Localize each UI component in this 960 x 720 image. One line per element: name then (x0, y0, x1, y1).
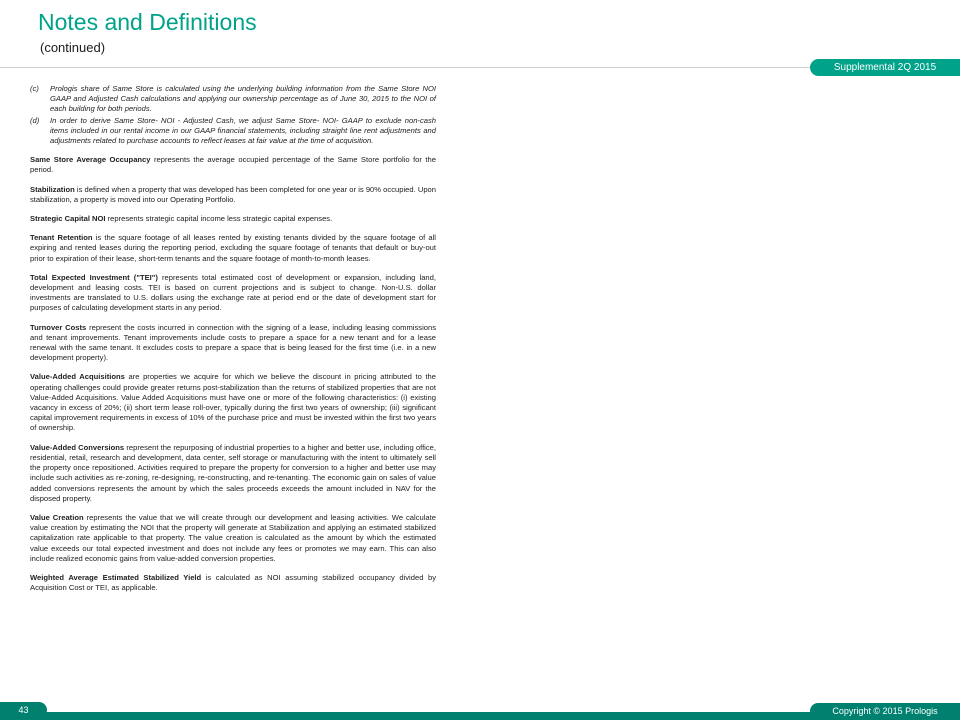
note-item-d (30, 116, 436, 147)
definition-term: Value-Added Acquisitions (30, 372, 125, 382)
definition-text: represents strategic capital income less strategic capital expenses. (105, 214, 333, 224)
copyright-notice: Copyright © 2015 Prologis (810, 703, 960, 719)
definition-text: represents the average occupied percentage of the Same Store portfolio for the period. (30, 155, 436, 175)
definition-term: Total Expected Investment ("TEI") (30, 272, 158, 282)
definition-term: Value Creation (30, 512, 84, 522)
definition-text: represent the repurposing of industrial properties to a higher and better use, including office, residential, retail, research and development, data center, self storage or manufacturing with the intent to ultimately sell the property once repositioned. Activities required to prepare the property for conversion to a higher and better use may include such activities as re-zoning, re-designing, re-constructing, and re-tenanting. The economic gain on sales of value added conversions represents the amount by which the sales proceeds exceeds the amount included in NAV for the disposed property. (30, 442, 436, 503)
definition-text: represents the value that we will create through our development and leasing activities. We calculate value creation by estimating the NOI that the property will generate at Stabilization and applying an estimated stabilized capitalization rate applicable to that property. The value creation is calculated as the amount by which the estimated value exceeds our total expected investment and does not include any fees or promotes we may earn. This can also include realized economic gains from value-added conversion properties. (30, 512, 436, 563)
definition-text: are properties we acquire for which we believe the discount in pricing attributed to the operating challenges could provide greater returns post-stabilization than the returns of stabilized properties that are not Value-Added Acquisitions. Value Added Acquisitions must have one or more of the following characteristics: (i) existing vacancy in excess of 20%; (ii) short term lease roll-over, typically during the first two years of ownership; (iii) significant capital improvement requirements in excess of 10% of the purchase price and must be invested within the first two years of ownership. (30, 372, 436, 433)
note-label: (c) (30, 84, 39, 93)
definition-turnover-costs (30, 323, 436, 364)
note-text: In order to derive Same Store- NOI - Adjusted Cash, we adjust Same Store- NOI- GAAP to exclude non-cash items included in our rental income in our GAAP financial statements, including straight line rent adjustments and adjustments related to purchase accounts to reflect leases at fair value at the time of acquisition. (50, 115, 436, 146)
definition-weighted-average-estimated-stabilized-yield (30, 573, 436, 593)
note-item-c (30, 84, 436, 115)
supplemental-badge: Supplemental 2Q 2015 (810, 59, 960, 76)
definition-text: is calculated as NOI assuming stabilized occupancy divided by Acquisition Cost or TEI, as applicable. (30, 572, 437, 593)
notes-content (30, 84, 436, 593)
definition-term: Weighted Average Estimated Stabilized Yield (30, 572, 202, 582)
page-subtitle: (continued) (40, 40, 106, 55)
definition-strategic-capital-noi (30, 214, 436, 224)
note-label: (d) (30, 115, 40, 125)
note-text: Prologis share of Same Store is calculated using the underlying building information from the Same Store NOI GAAP and Adjusted Cash calculations and applying our ownership percentage as of June 30, 2015 to the NOI of each building for both periods. (50, 84, 436, 114)
page-title: Notes and Definitions (38, 9, 257, 35)
definition-term: Value-Added Conversions (30, 442, 125, 452)
definition-value-added-acquisitions (30, 372, 436, 433)
definition-term: Same Store Average Occupancy (30, 155, 151, 165)
definition-text: is the square footage of all leases rented by existing tenants divided by the square footage of all expiring and rented leases during the reporting period, excluding the square footage of tenants that default or buy-out prior to expiration of their lease, short-term tenants and the square footage of month-to-month leases. (30, 233, 436, 263)
definition-stabilization (30, 185, 436, 205)
definition-term: Stabilization (30, 184, 75, 194)
definition-term: Turnover Costs (30, 322, 87, 332)
definition-term: Tenant Retention (30, 233, 93, 243)
definition-term: Strategic Capital NOI (30, 214, 106, 224)
definition-total-expected-investment (30, 273, 436, 314)
definition-text: represent the costs incurred in connection with the signing of a lease, including leasing commissions and tenant improvements. Tenant improvements include costs to prepare a space for a new tenant and for a lease renewal with the same tenant. It excludes costs to prepare a space that is being leased for the first time (i.e. in a new development property). (30, 322, 436, 363)
page-number: 43 (0, 702, 47, 718)
definition-same-store-average-occupancy (30, 155, 436, 175)
definition-text: represents total estimated cost of development or expansion, including land, development and leasing costs. TEI is based on current projections and is subject to change. Non-U.S. dollar investments are translated to U.S. dollars using the exchange rate at period end or the date of development start for purposes of calculating development starts in any period. (30, 272, 436, 313)
definition-value-added-conversions (30, 443, 436, 504)
definition-text: is defined when a property that was developed has been completed for one year or is 90% occupied. Upon stabilization, a property is moved into our Operating Portfolio. (30, 184, 436, 204)
definition-tenant-retention (30, 233, 436, 264)
definition-value-creation (30, 513, 436, 564)
